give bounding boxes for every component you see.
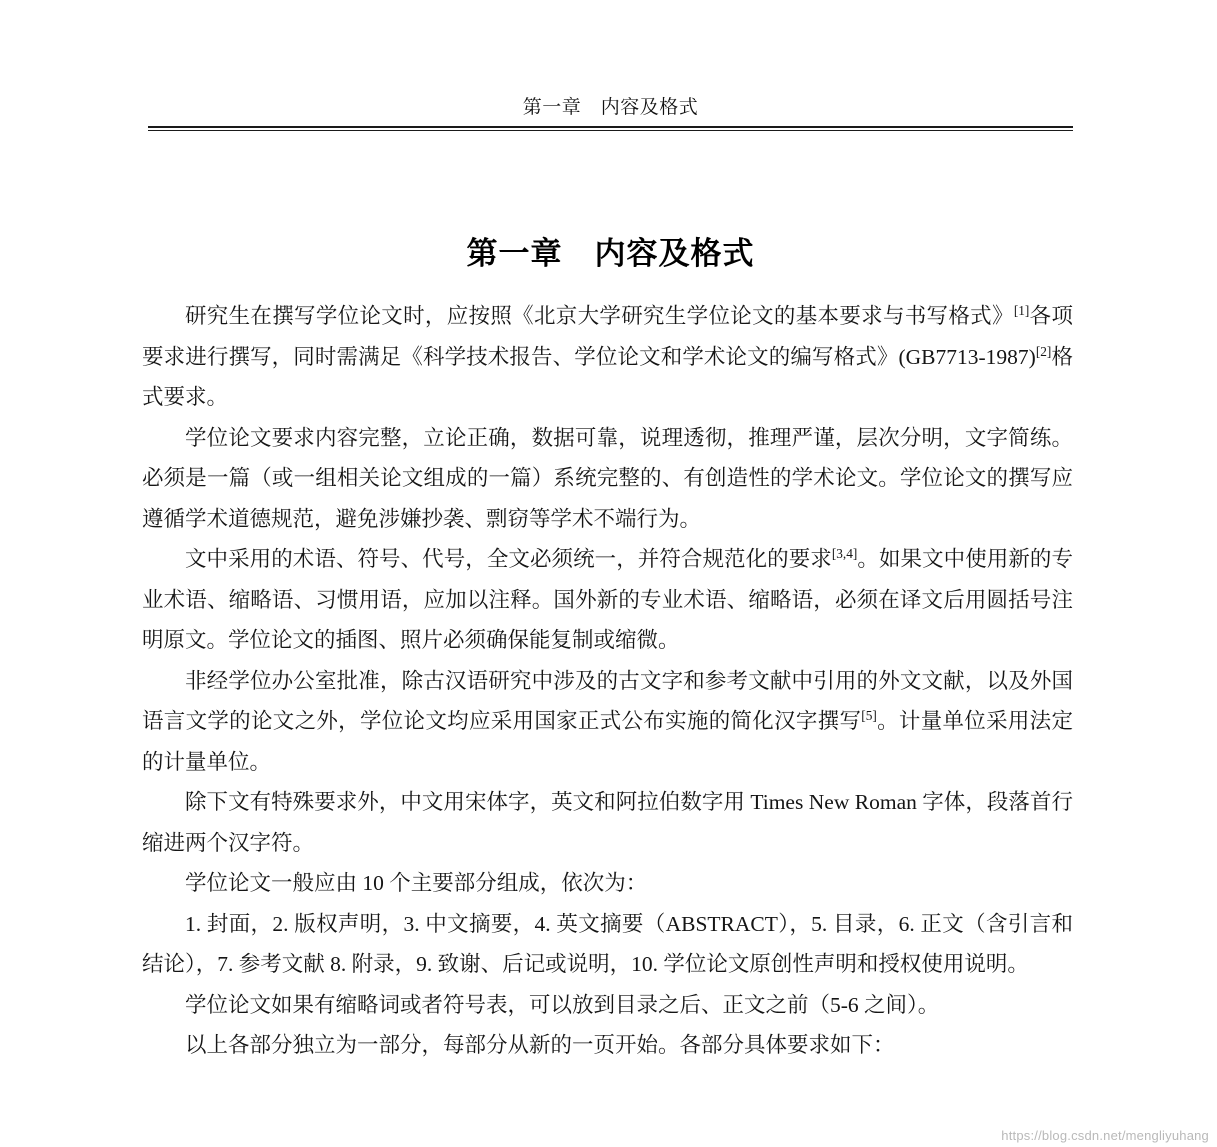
page-title: 第一章 内容及格式 — [466, 235, 755, 271]
footnote-ref: [1] — [1013, 302, 1030, 318]
header-rule-thick — [148, 126, 1073, 128]
paragraph: 非经学位办公室批准，除古汉语研究中涉及的古文字和参考文献中引用的外文文献，以及外国语言文学的论文之外，学位论文均应采用国家正式公布实施的简化汉字撰写[5]。计量单位采用法定的计量单位。 — [142, 668, 1073, 774]
paragraph: 除下文有特殊要求外，中文用宋体字，英文和阿拉伯数字用 Times New Roman 字体，段落首行缩进两个汉字符。 — [142, 790, 1073, 855]
header-rule-thin — [148, 130, 1073, 131]
body-text — [142, 296, 1073, 1066]
paragraph: 学位论文要求内容完整，立论正确，数据可靠，说理透彻，推理严谨，层次分明，文字简练。必须是一篇（或一组相关论文组成的一篇）系统完整的、有创造性的学术论文。学位论文的撰写应遵循学术道德规范，避免涉嫌抄袭、剽窃等学术不端行为。 — [142, 425, 1073, 531]
footnote-ref: [2] — [1035, 343, 1052, 359]
paragraph: 以上各部分独立为一部分，每部分从新的一页开始。各部分具体要求如下： — [185, 1033, 895, 1057]
footnote-ref: [3,4] — [831, 545, 858, 561]
running-header: 第一章 内容及格式 — [522, 97, 699, 118]
paragraph: 学位论文一般应由 10 个主要部分组成，依次为： — [185, 871, 648, 895]
footnote-ref: [5] — [861, 707, 877, 723]
paragraph-list: 1. 封面，2. 版权声明，3. 中文摘要，4. 英文摘要（ABSTRACT），5. 目录，6. 正文（含引言和结论），7. 参考文献 8. 附录，9. 致谢、后记或说明，10. 学位论文原创性声明和授权使用说明。 — [142, 911, 1073, 976]
paragraph: 学位论文如果有缩略词或者符号表，可以放到目录之后、正文之前（5-6 之间）。 — [185, 992, 940, 1017]
watermark-text: https://blog.csdn.net/mengliyuhang — [1001, 1128, 1209, 1143]
paragraph: 研究生在撰写学位论文时，应按照《北京大学研究生学位论文的基本要求与书写格式》[1]各项要求进行撰写，同时需满足《科学技术报告、学位论文和学术论文的编写格式》(GB7713-1987)[2]格式要求。 — [142, 302, 1073, 409]
paragraph: 文中采用的术语、符号、代号，全文必须统一，并符合规范化的要求[3,4]。如果文中使用新的专业术语、缩略语、习惯用语，应加以注释。国外新的专业术语、缩略语，必须在译文后用圆括号注明原文。学位论文的插图、照片必须确保能复制或缩微。 — [142, 545, 1073, 652]
